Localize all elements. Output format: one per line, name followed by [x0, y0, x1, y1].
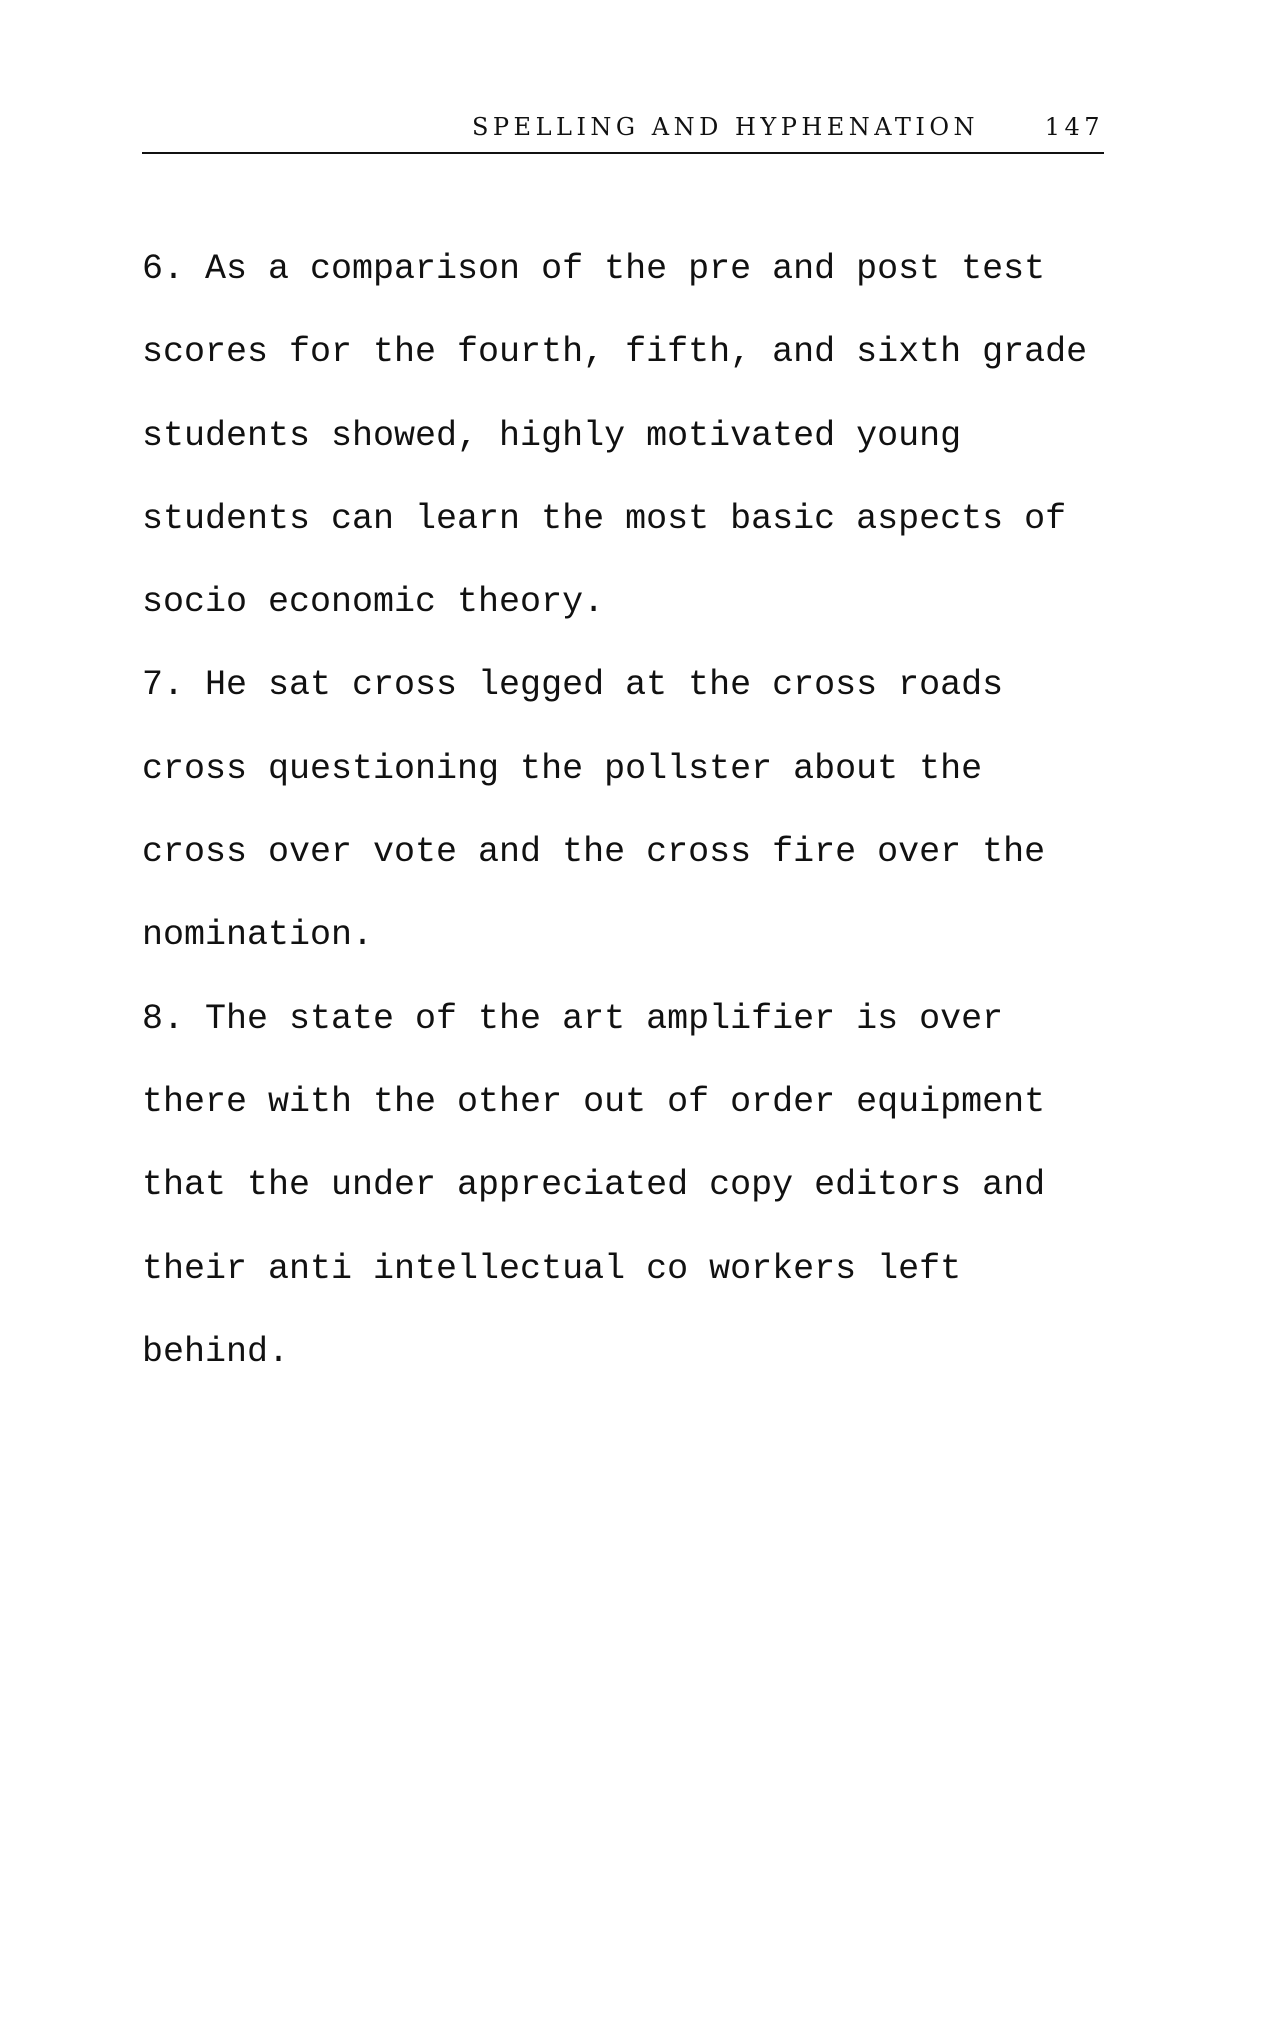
- page-number: 147: [1044, 113, 1104, 141]
- text-line: cross over vote and the cross fire over the: [142, 832, 1046, 873]
- text-line: cross questioning the pollster about the: [142, 748, 983, 789]
- text-line: their anti intellectual co workers left: [142, 1248, 962, 1289]
- text-line: scores for the fourth, fifth, and sixth grade: [142, 332, 1088, 373]
- text-line: that the under appreciated copy editors and: [142, 1165, 1046, 1206]
- text-line: socio economic theory.: [142, 582, 605, 623]
- text-line: students can learn the most basic aspects of: [142, 498, 1067, 539]
- text-line: 8. The state of the art amplifier is over: [142, 998, 1004, 1039]
- text-line: nomination.: [142, 915, 374, 956]
- text-line: students showed, highly motivated young: [142, 415, 962, 456]
- text-line: behind.: [142, 1331, 290, 1372]
- text-line: 6. As a comparison of the pre and post test: [142, 249, 1046, 289]
- running-head: [142, 110, 1104, 154]
- running-title: SPELLING AND HYPHENATION: [471, 113, 979, 141]
- body-text: [142, 228, 1122, 1394]
- text-line: 7. He sat cross legged at the cross roads: [142, 665, 1004, 706]
- text-line: there with the other out of order equipment: [142, 1081, 1046, 1122]
